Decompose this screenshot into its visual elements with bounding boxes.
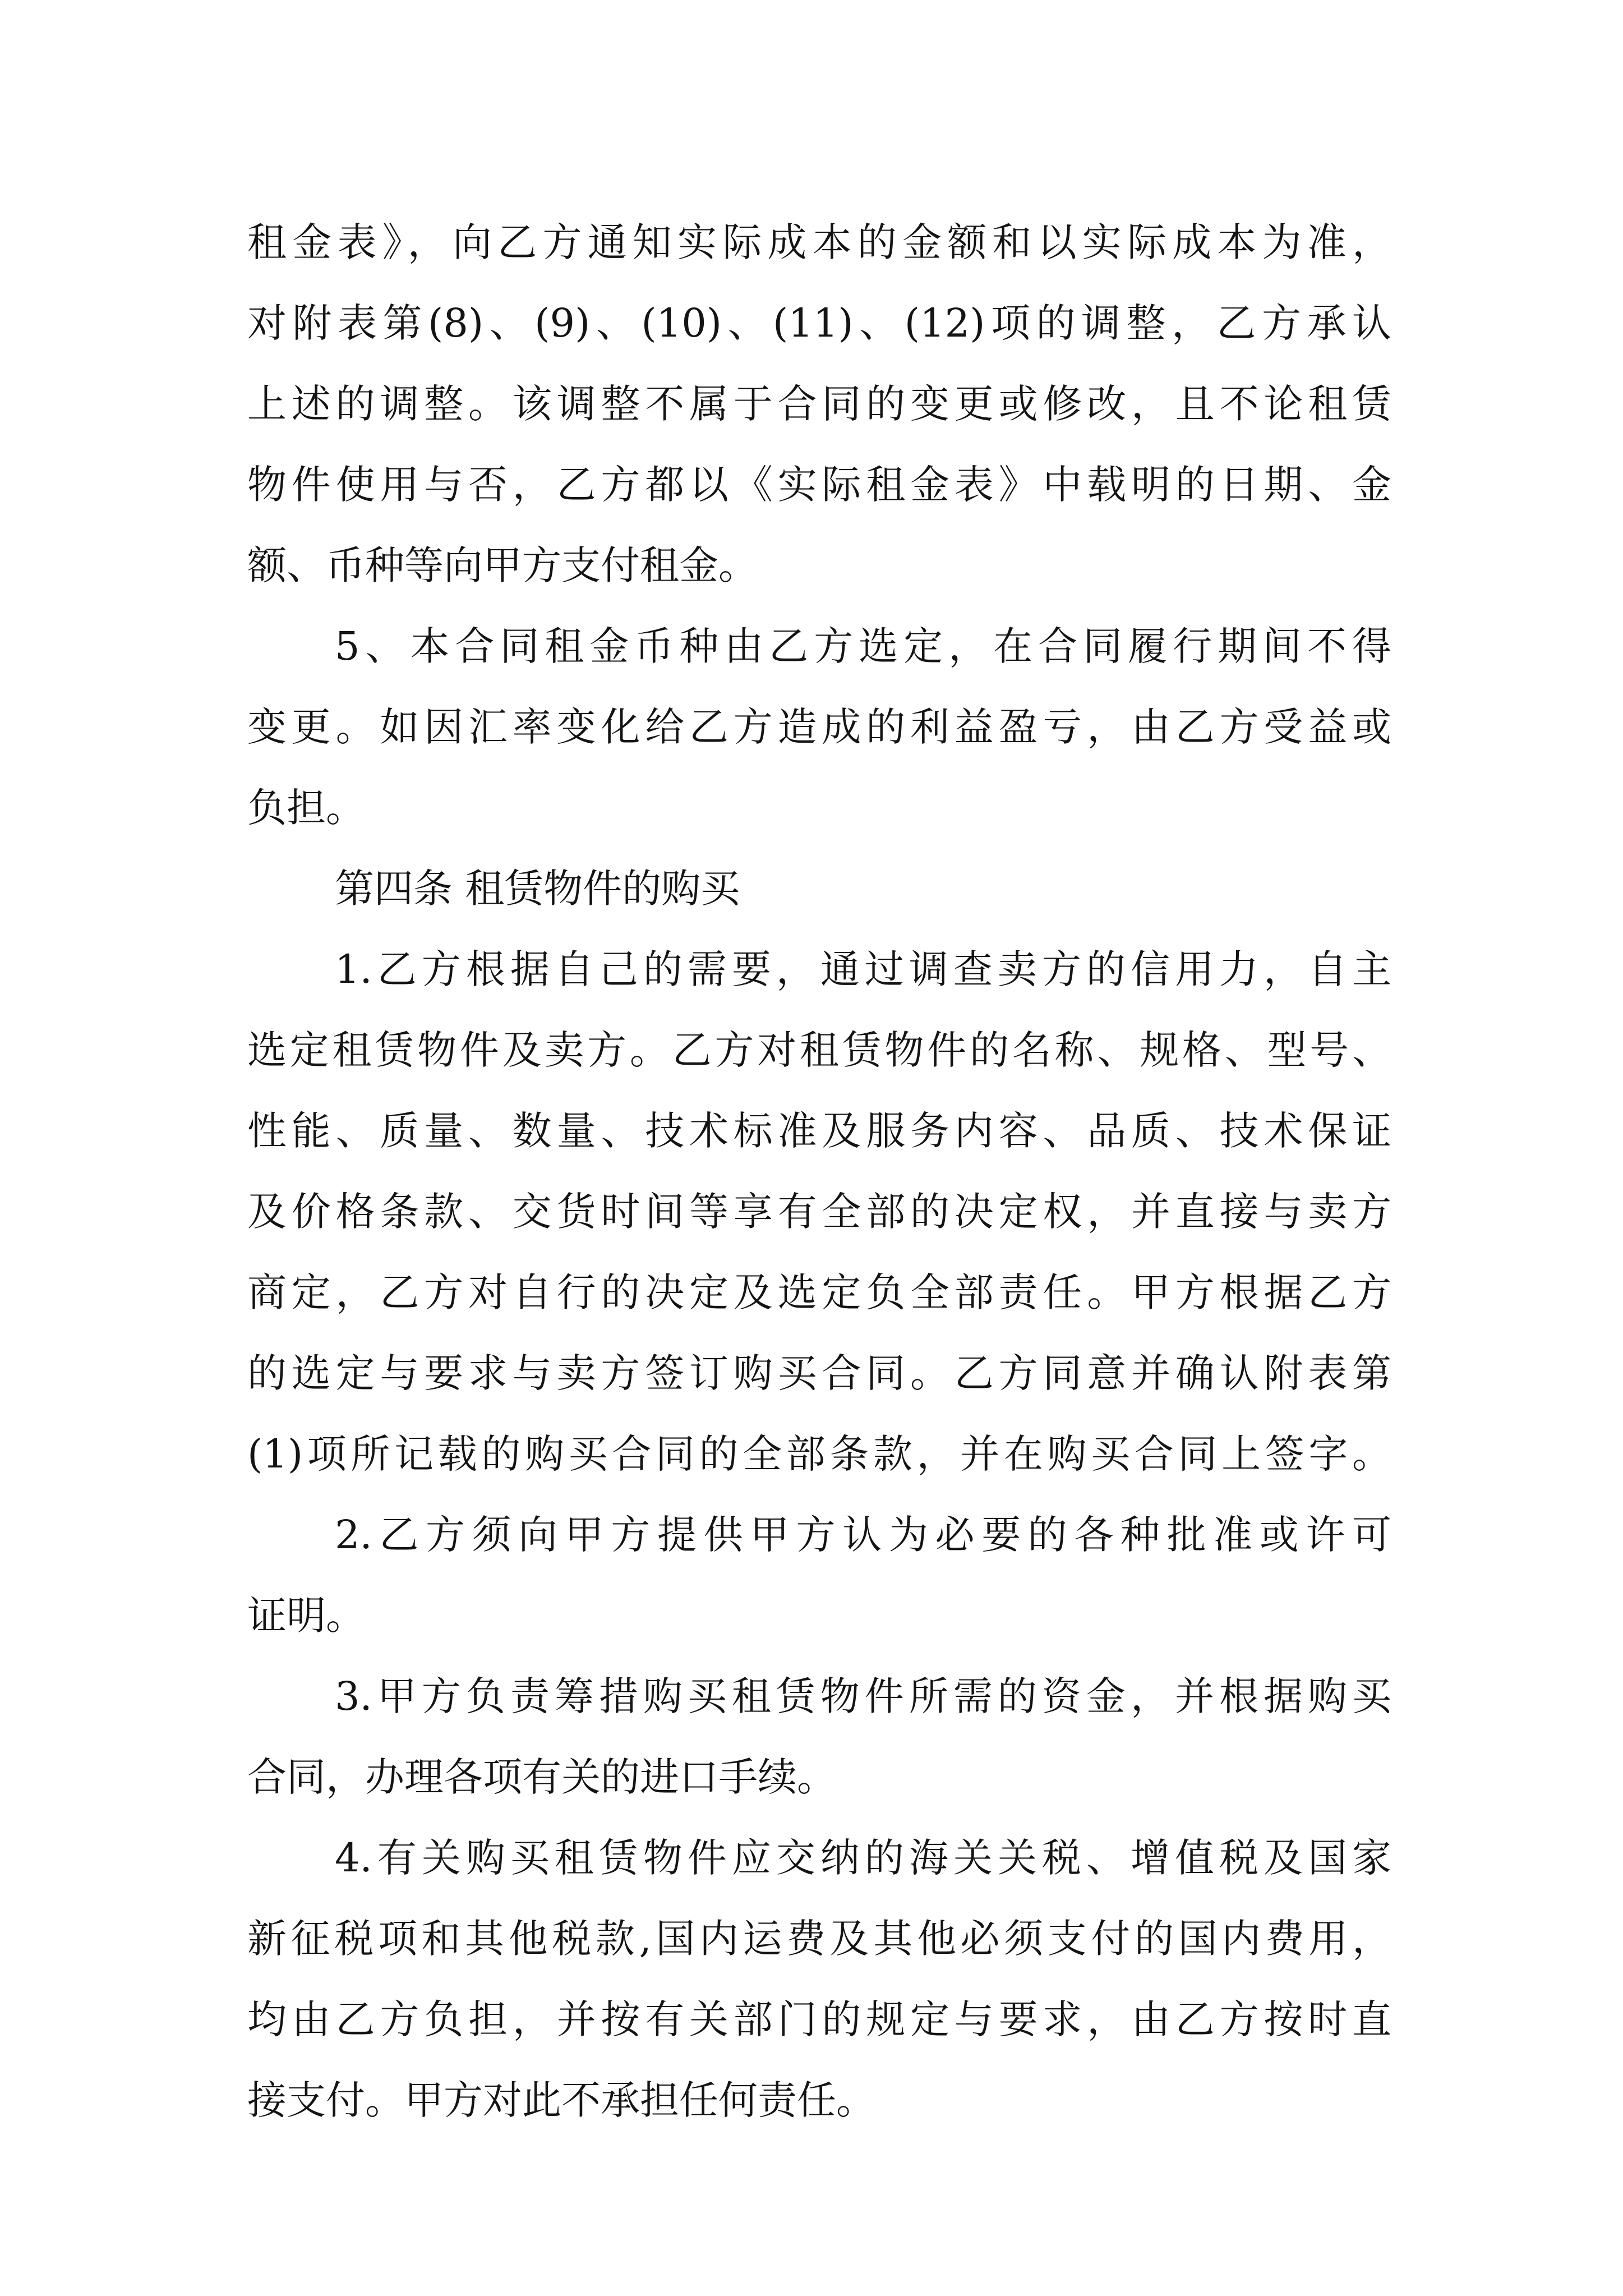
text-line: 选定租赁物件及卖方。乙方对租赁物件的名称、规格、型号、 — [247, 1027, 1391, 1073]
text-line: 的选定与要求与卖方签订购买合同。乙方同意并确认附表第 — [247, 1350, 1391, 1396]
text-line: 额、币种等向甲方支付租金。 — [247, 542, 758, 588]
paragraph-start-line: 2.乙方须向甲方提供甲方认为必要的各种批准或许可 — [335, 1512, 1391, 1558]
text-line: 及价格条款、交货时间等享有全部的决定权，并直接与卖方 — [247, 1189, 1391, 1235]
text-line: (1)项所记载的购买合同的全部条款，并在购买合同上签字。 — [247, 1431, 1391, 1477]
text-line: 变更。如因汇率变化给乙方造成的利益盈亏，由乙方受益或 — [247, 704, 1391, 750]
text-line: 租金表》，向乙方通知实际成本的金额和以实际成本为准， — [247, 219, 1391, 265]
text-line: 证明。 — [247, 1593, 365, 1639]
text-line: 接支付。甲方对此不承担任何责任。 — [247, 2077, 875, 2123]
text-line: 合同，办理各项有关的进口手续。 — [247, 1754, 836, 1800]
text-line: 负担。 — [247, 785, 365, 831]
section-heading: 第四条 租赁物件的购买 — [335, 866, 740, 912]
paragraph-start-line: 4.有关购买租赁物件应交纳的海关关税、增值税及国家 — [335, 1835, 1391, 1881]
text-line: 性能、质量、数量、技术标准及服务内容、品质、技术保证 — [247, 1108, 1391, 1154]
text-line: 均由乙方负担，并按有关部门的规定与要求，由乙方按时直 — [247, 1996, 1391, 2042]
paragraph-start-line: 5、本合同租金币种由乙方选定，在合同履行期间不得 — [335, 623, 1391, 669]
text-line: 新征税项和其他税款,国内运费及其他必须支付的国内费用， — [247, 1916, 1391, 1962]
text-line: 物件使用与否，乙方都以《实际租金表》中载明的日期、金 — [247, 462, 1391, 508]
text-line: 对附表第(8)、(9)、(10)、(11)、(12)项的调整，乙方承认 — [247, 300, 1391, 346]
document-body — [247, 202, 1391, 2141]
text-line: 商定，乙方对自行的决定及选定负全部责任。甲方根据乙方 — [247, 1269, 1391, 1315]
text-line: 上述的调整。该调整不属于合同的变更或修改，且不论租赁 — [247, 381, 1391, 427]
paragraph-start-line: 3.甲方负责筹措购买租赁物件所需的资金，并根据购买 — [335, 1673, 1391, 1719]
paragraph-start-line: 1.乙方根据自己的需要，通过调查卖方的信用力，自主 — [335, 946, 1391, 992]
